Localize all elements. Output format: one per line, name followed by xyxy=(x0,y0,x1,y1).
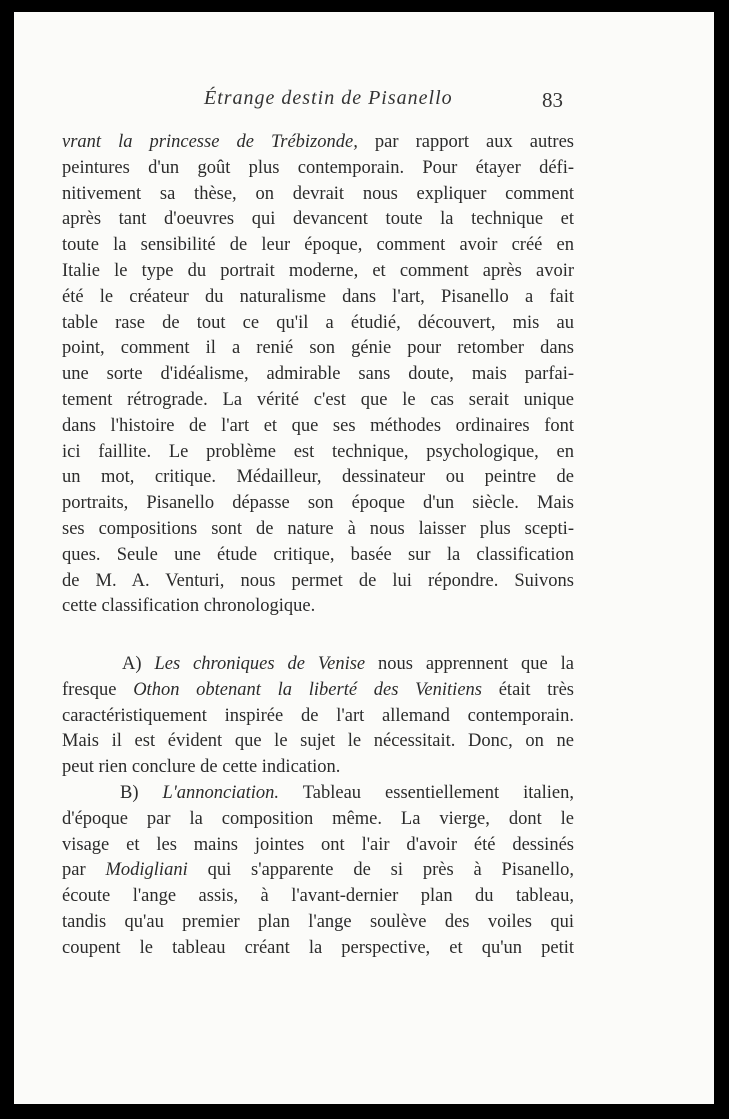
text-line: après tant d'oeuvres qui devancent toute la technique et xyxy=(62,209,574,230)
artwork-title: L'annonciation. xyxy=(162,782,280,803)
text-line: table rase de tout ce qu'il a étudié, découvert, mis au xyxy=(62,312,574,333)
text-line: un mot, critique. Médailleur, dessinateur ou peintre de xyxy=(62,467,574,488)
text-line: A) Les chroniques de Venise nous apprennent que la xyxy=(122,654,574,674)
text-line: d'époque par la composition même. La vierge, dont le xyxy=(62,808,574,829)
text-line: caractéristiquement inspirée de l'art allemand contemporain. xyxy=(62,705,574,726)
text-line: cette classification chronologique. xyxy=(62,596,316,617)
text-line: tandis qu'au premier plan l'ange soulève des voiles qui xyxy=(62,911,574,932)
page-header xyxy=(14,87,714,117)
text-line: point, comment il a renié son génie pour retomber dans xyxy=(62,338,574,359)
text-line: été le créateur du naturalisme dans l'art, Pisanello a fait xyxy=(62,286,574,307)
text-line: portraits, Pisanello dépasse son époque d'un siècle. Mais xyxy=(62,493,574,514)
source-title: Les chroniques de Venise xyxy=(154,654,366,674)
artist-name: Modigliani xyxy=(105,860,188,881)
text-line: Italie le type du portrait moderne, et comment après avoir xyxy=(62,260,574,281)
text-line: peintures d'un goût plus contemporain. Pour étayer défi- xyxy=(62,157,574,178)
text-line: tement rétrograde. La vérité c'est que le cas serait unique xyxy=(62,389,574,410)
text-line: de M. A. Venturi, nous permet de lui répondre. Suivons xyxy=(62,570,574,591)
text-line: par Modigliani qui s'apparente de si près à Pisanello, xyxy=(62,860,574,881)
text-line: ques. Seule une étude critique, basée sur la classification xyxy=(62,544,574,565)
text-line: toute la sensibilité de leur époque, comment avoir créé en xyxy=(62,235,574,256)
paragraph-1 xyxy=(62,130,574,620)
text-line: écoute l'ange assis, à l'avant-dernier plan du tableau, xyxy=(62,886,574,907)
text-line: ses compositions sont de nature à nous laisser plus scepti- xyxy=(62,518,574,539)
text-line: Mais il est évident que le sujet le nécessitait. Donc, on ne xyxy=(62,731,574,752)
paragraph-2 xyxy=(62,652,574,962)
text-line: une sorte d'idéalisme, admirable sans doute, mais parfai- xyxy=(62,364,574,385)
artwork-title: Othon obtenant la liberté des Venitiens xyxy=(133,679,482,700)
text-line: vrant la princesse de Trébizonde, par rapport aux autres xyxy=(62,132,574,152)
text-line: coupent le tableau créant la perspective, et qu'un petit xyxy=(62,937,574,958)
text-line: nitivement sa thèse, on devrait nous expliquer comment xyxy=(62,183,574,204)
book-page xyxy=(14,12,714,1104)
text-line: visage et les mains jointes ont l'air d'avoir été dessinés xyxy=(62,834,574,855)
text-line: B) L'annonciation. Tableau essentiellement italien, xyxy=(120,782,574,803)
artwork-title: vrant la princesse de Trébizonde, xyxy=(62,132,358,152)
running-title: Étrange destin de Pisanello xyxy=(204,87,453,109)
page-number: 83 xyxy=(542,88,563,112)
text-line: peut rien conclure de cette indication. xyxy=(62,757,341,778)
text-line: dans l'histoire de l'art et que ses méthodes ordinaires font xyxy=(62,415,574,436)
text-line: ici faillite. Le problème est technique, psychologique, en xyxy=(62,441,574,462)
text-line: fresque Othon obtenant la liberté des Venitiens était très xyxy=(62,679,574,700)
